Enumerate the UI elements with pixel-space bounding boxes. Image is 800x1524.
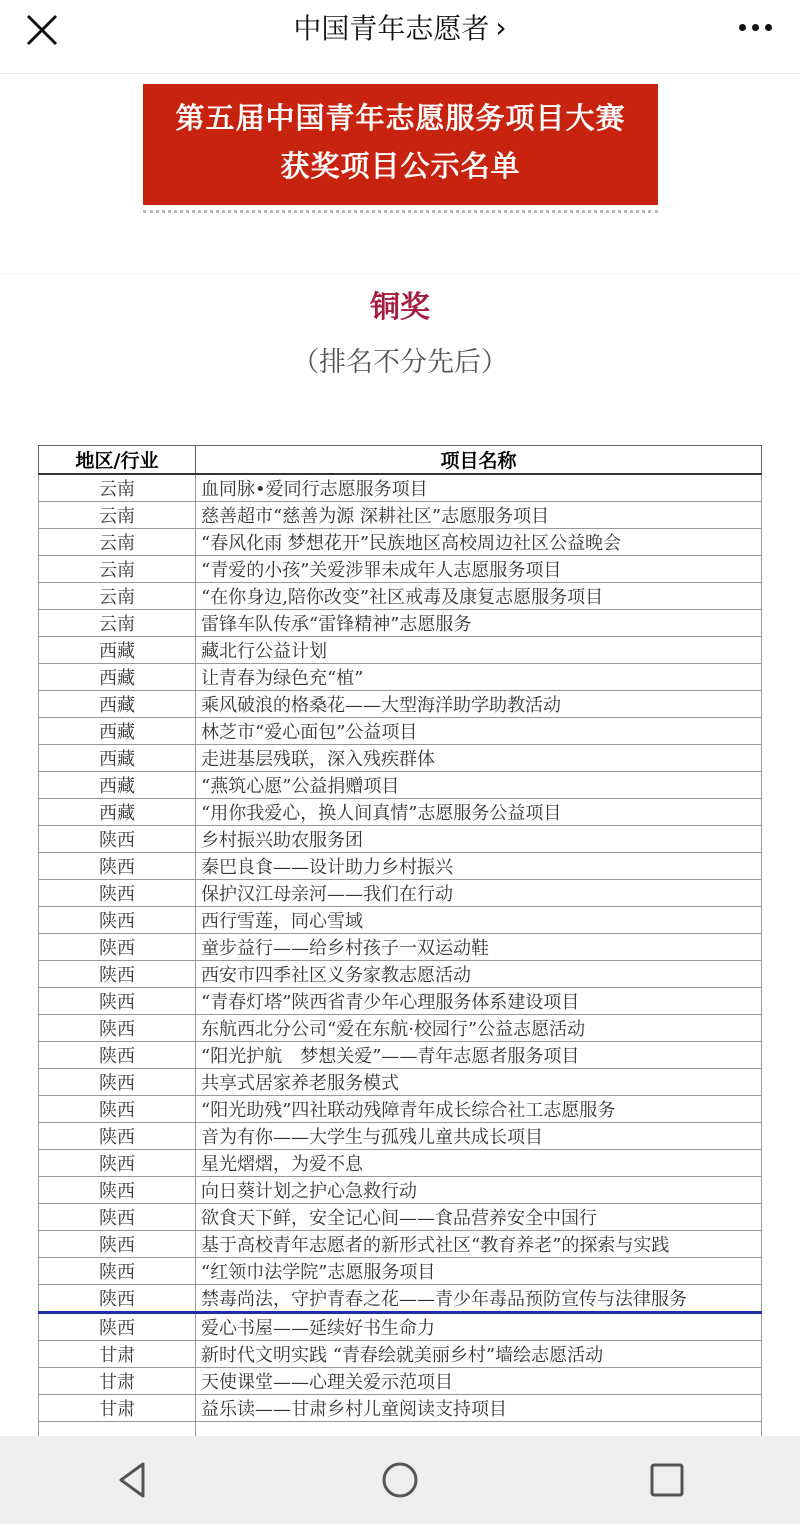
region-cell: 甘肃 — [39, 1395, 196, 1422]
table-row — [39, 1395, 762, 1422]
project-cell: 西行雪莲，同心雪域 — [196, 907, 762, 934]
region-cell: 陕西 — [39, 1313, 196, 1341]
table-row — [39, 1285, 762, 1313]
table-body — [39, 474, 762, 1477]
header-title-area[interactable] — [0, 0, 800, 54]
region-cell: 陕西 — [39, 1015, 196, 1042]
project-cell: 星光熠熠，为爱不息 — [196, 1150, 762, 1177]
table-row — [39, 1150, 762, 1177]
table-row — [39, 1069, 762, 1096]
region-cell: 陕西 — [39, 934, 196, 961]
section-divider — [0, 273, 800, 274]
table-row — [39, 556, 762, 583]
region-cell: 陕西 — [39, 826, 196, 853]
region-cell: 云南 — [39, 583, 196, 610]
table-row — [39, 1204, 762, 1231]
project-cell: 慈善超市“慈善为源 深耕社区”志愿服务项目 — [196, 502, 762, 529]
region-cell: 西藏 — [39, 745, 196, 772]
page-title[interactable]: 中国青年志愿者 — [293, 12, 490, 45]
ranking-note: （排名不分先后） — [292, 347, 508, 378]
project-cell: “春风化雨 梦想花开”民族地区高校周边社区公益晚会 — [196, 529, 762, 556]
project-cell: 保护汉江母亲河——我们在行动 — [196, 880, 762, 907]
table-row — [39, 718, 762, 745]
region-cell: 云南 — [39, 474, 196, 502]
project-cell: 基于高校青年志愿者的新形式社区“教育养老”的探索与实践 — [196, 1231, 762, 1258]
project-cell: 童步益行——给乡村孩子一双运动鞋 — [196, 934, 762, 961]
project-cell: 新时代文明实践 “青春绘就美丽乡村”墙绘志愿活动 — [196, 1341, 762, 1368]
table-row — [39, 474, 762, 502]
region-cell: 西藏 — [39, 637, 196, 664]
table-row — [39, 1313, 762, 1341]
project-cell: 共享式居家养老服务模式 — [196, 1069, 762, 1096]
project-cell: “燕筑心愿”公益捐赠项目 — [196, 772, 762, 799]
table-row — [39, 1096, 762, 1123]
table-row — [39, 610, 762, 637]
project-cell: 音为有你——大学生与孤残儿童共成长项目 — [196, 1123, 762, 1150]
region-cell: 陕西 — [39, 1042, 196, 1069]
region-cell: 陕西 — [39, 1285, 196, 1313]
system-nav-bar — [0, 1436, 800, 1524]
project-cell: “在你身边,陪你改变”社区戒毒及康复志愿服务项目 — [196, 583, 762, 610]
table-row — [39, 934, 762, 961]
region-cell: 陕西 — [39, 1258, 196, 1285]
project-cell: 爱心书屋——延续好书生命力 — [196, 1313, 762, 1341]
title-banner — [143, 84, 658, 205]
project-cell: “红领巾法学院”志愿服务项目 — [196, 1258, 762, 1285]
project-cell: 走进基层残联，深入残疾群体 — [196, 745, 762, 772]
region-cell: 云南 — [39, 502, 196, 529]
dotted-divider — [143, 210, 658, 213]
project-cell: “阳光助残”四社联动残障青年成长综合社工志愿服务 — [196, 1096, 762, 1123]
project-cell: 西安市四季社区义务家教志愿活动 — [196, 961, 762, 988]
region-cell: 陕西 — [39, 961, 196, 988]
project-cell: 东航西北分公司“爱在东航·校园行”公益志愿活动 — [196, 1015, 762, 1042]
region-cell: 西藏 — [39, 718, 196, 745]
more-icon[interactable] — [730, 14, 780, 40]
project-cell: 禁毒尚法，守护青春之花——青少年毒品预防宣传与法律服务 — [196, 1285, 762, 1313]
project-cell: 林芝市“爱心面包”公益项目 — [196, 718, 762, 745]
table-row — [39, 1015, 762, 1042]
project-cell: 秦巴良食——设计助力乡村振兴 — [196, 853, 762, 880]
project-cell: 藏北行公益计划 — [196, 637, 762, 664]
table-row — [39, 1123, 762, 1150]
region-cell: 云南 — [39, 556, 196, 583]
project-cell: 天使课堂——心理关爱示范项目 — [196, 1368, 762, 1395]
region-cell: 陕西 — [39, 988, 196, 1015]
region-cell: 甘肃 — [39, 1341, 196, 1368]
region-cell: 陕西 — [39, 1177, 196, 1204]
region-cell: 云南 — [39, 529, 196, 556]
back-icon[interactable] — [103, 1450, 163, 1510]
banner-line-2: 获奖项目公示名单 — [280, 149, 521, 183]
table-row — [39, 1341, 762, 1368]
header-project: 项目名称 — [196, 446, 762, 475]
project-cell: 向日葵计划之护心急救行动 — [196, 1177, 762, 1204]
region-cell: 陕西 — [39, 1204, 196, 1231]
table-row — [39, 637, 762, 664]
region-cell: 陕西 — [39, 853, 196, 880]
project-cell: 乡村振兴助农服务团 — [196, 826, 762, 853]
region-cell: 陕西 — [39, 907, 196, 934]
table-row — [39, 1042, 762, 1069]
table-row — [39, 1368, 762, 1395]
project-cell: 雷锋车队传承“雷锋精神”志愿服务 — [196, 610, 762, 637]
project-cell: 血同脉•爱同行志愿服务项目 — [196, 474, 762, 502]
table-row — [39, 772, 762, 799]
table-row — [39, 988, 762, 1015]
region-cell: 陕西 — [39, 1096, 196, 1123]
table-row — [39, 826, 762, 853]
project-cell: 益乐读——甘肃乡村儿童阅读支持项目 — [196, 1395, 762, 1422]
table-row — [39, 853, 762, 880]
award-title: 铜奖 — [370, 290, 430, 325]
region-cell: 陕西 — [39, 1231, 196, 1258]
project-cell: “青爱的小孩”关爱涉罪未成年人志愿服务项目 — [196, 556, 762, 583]
table-row — [39, 664, 762, 691]
table-row — [39, 1231, 762, 1258]
region-cell: 陕西 — [39, 1150, 196, 1177]
region-cell: 西藏 — [39, 691, 196, 718]
project-cell: “阳光护航 梦想关爱”——青年志愿者服务项目 — [196, 1042, 762, 1069]
table-row — [39, 961, 762, 988]
award-table — [38, 445, 762, 1477]
banner-line-1: 第五届中国青年志愿服务项目大赛 — [175, 101, 626, 135]
project-cell: 乘风破浪的格桑花——大型海洋助学助教活动 — [196, 691, 762, 718]
top-bar — [0, 0, 800, 74]
project-cell: 欲食天下鲜，安全记心间——食品营养安全中国行 — [196, 1204, 762, 1231]
header-region: 地区/行业 — [39, 446, 196, 475]
recent-apps-icon[interactable] — [637, 1450, 697, 1510]
region-cell: 西藏 — [39, 772, 196, 799]
region-cell: 陕西 — [39, 1123, 196, 1150]
table-row — [39, 907, 762, 934]
region-cell: 陕西 — [39, 880, 196, 907]
project-cell: “用你我爱心，换人间真情”志愿服务公益项目 — [196, 799, 762, 826]
table-row — [39, 880, 762, 907]
region-cell: 云南 — [39, 610, 196, 637]
region-cell: 西藏 — [39, 664, 196, 691]
table-row — [39, 529, 762, 556]
project-cell: “青春灯塔”陕西省青少年心理服务体系建设项目 — [196, 988, 762, 1015]
chevron-right-icon[interactable]: › — [495, 10, 507, 44]
table-row — [39, 691, 762, 718]
home-icon[interactable] — [370, 1450, 430, 1510]
table-row — [39, 583, 762, 610]
region-cell: 陕西 — [39, 1069, 196, 1096]
table-row — [39, 502, 762, 529]
table-row — [39, 745, 762, 772]
region-cell: 甘肃 — [39, 1368, 196, 1395]
table-row — [39, 799, 762, 826]
table-row — [39, 1177, 762, 1204]
project-cell: 让青春为绿色充“植” — [196, 664, 762, 691]
table-row — [39, 1258, 762, 1285]
table-header-row — [39, 446, 762, 475]
region-cell: 西藏 — [39, 799, 196, 826]
